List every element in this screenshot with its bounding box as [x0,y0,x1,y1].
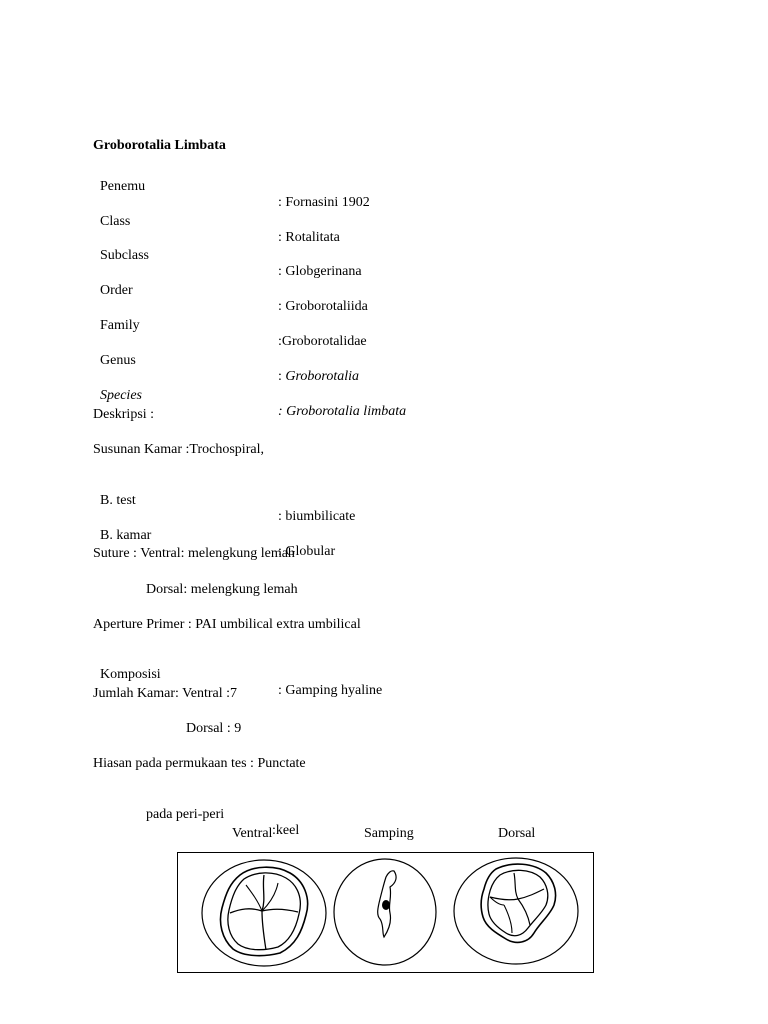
field-value-italic: Groborotalia [285,369,360,384]
suture-dorsal: Dorsal: melengkung lemah [146,582,298,597]
field-label: Species [100,388,142,403]
dorsal-sketch [454,858,578,964]
samping-sketch [334,859,436,965]
figure-label-ventral: Ventral [232,826,273,841]
field-label: Genus [100,353,136,368]
susunan-kamar: Susunan Kamar :Trochospiral, [93,442,264,457]
document-title: Groborotalia Limbata [93,138,226,153]
field-value: : Rotalitata [278,230,340,245]
field-value: : Groborotaliida [278,299,368,314]
field-label: Class [100,214,131,229]
field-label: Penemu [100,179,146,194]
field-label: Order [100,283,133,298]
figure-box [177,852,594,973]
jumlah-kamar-dorsal: Dorsal : 9 [186,721,242,736]
field-label: B. kamar [100,528,152,543]
aperture-primer: Aperture Primer : PAI umbilical extra umbilical [93,617,361,632]
field-value [278,369,359,385]
ventral-sketch [202,860,326,966]
field-label: Subclass [100,248,149,263]
hiasan-permukaan: Hiasan pada permukaan tes : Punctate [93,756,306,771]
field-value: : Gamping hyaline [278,683,383,698]
field-value: : Groborotalia limbata [278,404,407,419]
field-label: Komposisi [100,667,161,682]
figure-label-dorsal: Dorsal [498,826,536,841]
field-label: Family [100,318,140,333]
field-value: : biumbilicate [278,509,356,524]
deskripsi-heading: Deskripsi : [93,407,155,422]
foraminifera-sketches [178,853,593,972]
suture-ventral: Suture : Ventral: melengkung lemah [93,546,295,561]
field-value: :Groborotalidae [278,334,367,349]
jumlah-kamar-ventral: Jumlah Kamar: Ventral :7 [93,686,237,701]
field-label: B. test [100,493,136,508]
figure-label-samping: Samping [364,826,414,841]
field-label: pada peri-peri [146,807,225,822]
field-value: : Globular [278,544,336,559]
field-value: : Fornasini 1902 [278,195,370,210]
field-value-prefix: : [278,369,286,384]
field-value: : Globgerinana [278,264,362,279]
field-value: :keel [272,823,300,838]
